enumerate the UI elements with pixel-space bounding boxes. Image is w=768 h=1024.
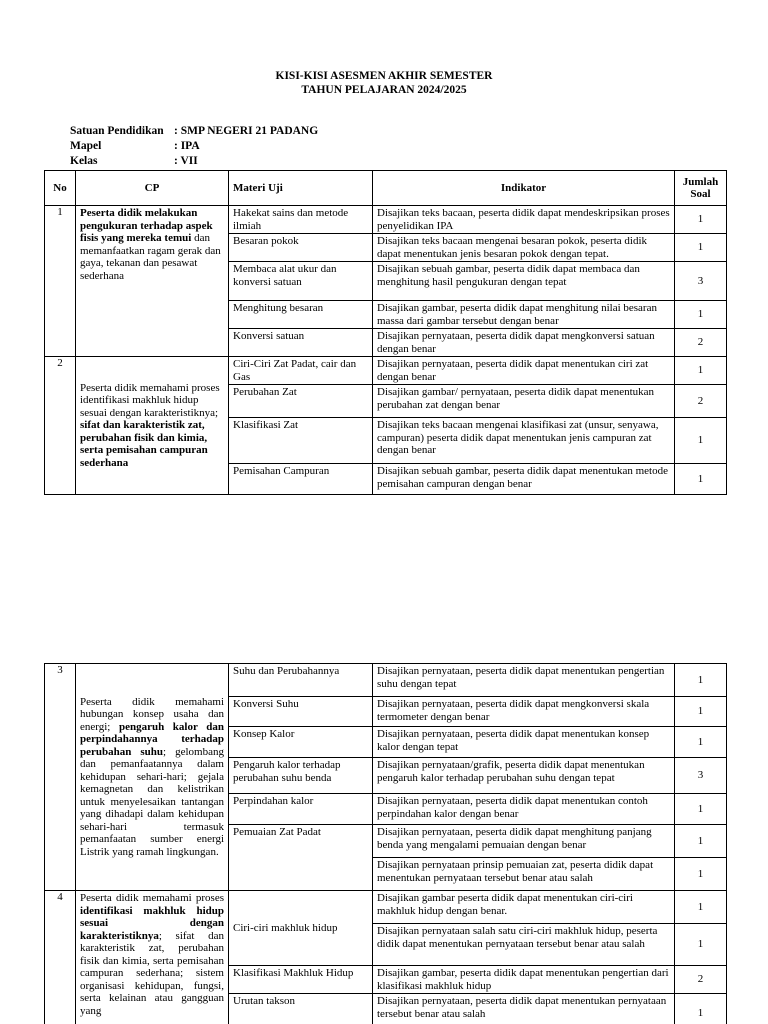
materi-cell: Ciri-Ciri Zat Padat, cair dan Gas [229, 357, 373, 385]
materi-cell: Pengaruh kalor terhadap perubahan suhu benda [229, 758, 373, 794]
indikator-cell: Disajikan sebuah gambar, peserta didik dapat menentukan metode pemisahan campuran dengan benar [373, 464, 675, 495]
cp-text: Peserta didik memahami proses identifikasi makhluk hidup sesuai dengan karakteristiknya; [80, 381, 220, 419]
jumlah-cell: 2 [675, 966, 727, 994]
jumlah-cell: 1 [675, 727, 727, 758]
materi-cell: Klasifikasi Makhluk Hidup [229, 966, 373, 994]
indikator-cell: Disajikan pernyataan, peserta didik dapat menentukan contoh perpindahan kalor dengan benar [373, 794, 675, 825]
jumlah-cell: 1 [675, 464, 727, 495]
materi-cell: Perpindahan kalor [229, 794, 373, 825]
jumlah-cell: 3 [675, 262, 727, 301]
meta-value: : VII [174, 155, 198, 167]
header-jumlah: Jumlah Soal [675, 171, 727, 206]
jumlah-cell: 1 [675, 924, 727, 966]
cp-bold-text: pengaruh kalor dan perpindahannya terhadap perubahan suhu [80, 720, 224, 758]
cp-text: Peserta didik memahami hubungan konsep usaha dan energi; [80, 695, 224, 733]
indikator-cell: Disajikan pernyataan/grafik, peserta didik dapat menentukan pengaruh kalor terhadap perubahan suhu dengan tepat [373, 758, 675, 794]
materi-cell: Perubahan Zat [229, 385, 373, 418]
row-number: 4 [45, 891, 76, 1024]
jumlah-cell: 1 [675, 234, 727, 262]
materi-cell: Menghitung besaran [229, 301, 373, 329]
jumlah-cell: 2 [675, 385, 727, 418]
cp-cell [76, 664, 229, 891]
cp-bold-text: sifat dan karakteristik zat, perubahan fisik dan kimia, serta pemisahan campuran sederhana [80, 419, 208, 469]
indikator-cell: Disajikan teks bacaan mengenai besaran pokok, peserta didik dapat menentukan jenis besaran pokok dengan tepat. [373, 234, 675, 262]
meta-row-class [70, 154, 318, 169]
header-cp: CP [76, 171, 229, 206]
document-title [0, 70, 768, 97]
cp-bold-text: Peserta didik melakukan pengukuran terhadap aspek fisis yang mereka temui [80, 207, 213, 244]
materi-cell: Membaca alat ukur dan konversi satuan [229, 262, 373, 301]
meta-key: Mapel [70, 140, 102, 152]
indikator-cell: Disajikan teks bacaan, peserta didik dapat mendeskripsikan proses penyelidikan IPA [373, 206, 675, 234]
title-line-2: TAHUN PELAJARAN 2024/2025 [301, 83, 467, 96]
grid-table-part-1 [44, 170, 727, 495]
header-materi: Materi Uji [229, 171, 373, 206]
meta-key: Satuan Pendidikan [70, 125, 164, 137]
indikator-cell: Disajikan pernyataan, peserta didik dapat menentukan konsep kalor dengan tepat [373, 727, 675, 758]
grid-table-part-2 [44, 663, 727, 1024]
materi-cell: Besaran pokok [229, 234, 373, 262]
indikator-cell: Disajikan pernyataan, peserta didik dapat mengkonversi satuan dengan benar [373, 329, 675, 357]
materi-cell: Hakekat sains dan metode ilmiah [229, 206, 373, 234]
table-row [45, 891, 727, 924]
jumlah-cell: 3 [675, 758, 727, 794]
cp-text: Peserta didik memahami proses [80, 892, 224, 904]
materi-cell: Suhu dan Perubahannya [229, 664, 373, 697]
jumlah-cell: 1 [675, 858, 727, 891]
indikator-cell: Disajikan pernyataan prinsip pemuaian zat, peserta didik dapat menentukan pernyataan tersebut benar atau salah [373, 858, 675, 891]
jumlah-cell: 1 [675, 825, 727, 858]
meta-row-subject [70, 139, 318, 154]
meta-key: Kelas [70, 155, 98, 167]
materi-cell: Pemuaian Zat Padat [229, 825, 373, 891]
jumlah-cell: 1 [675, 664, 727, 697]
cp-cell [76, 357, 229, 495]
meta-row-school [70, 124, 318, 139]
materi-cell: Konversi satuan [229, 329, 373, 357]
indikator-cell: Disajikan sebuah gambar, peserta didik dapat membaca dan menghitung hasil pengukuran dengan tepat [373, 262, 675, 301]
cp-bold-text: identifikasi makhluk hidup sesuai dengan karakteristiknya [80, 904, 224, 942]
materi-cell: Ciri-ciri makhluk hidup [229, 891, 373, 966]
indikator-cell: Disajikan teks bacaan mengenai klasifikasi zat (unsur, senyawa, campuran) peserta didik dapat menentukan jenis campuran zat dengan benar [373, 418, 675, 464]
jumlah-cell: 1 [675, 357, 727, 385]
cp-cell [76, 206, 229, 357]
table-row [45, 664, 727, 697]
indikator-cell: Disajikan pernyataan, peserta didik dapat mengkonversi skala termometer dengan benar [373, 697, 675, 727]
table-header-row [45, 171, 727, 206]
materi-cell: Konsep Kalor [229, 727, 373, 758]
table-row [45, 206, 727, 234]
header-no: No [45, 171, 76, 206]
row-number: 1 [45, 206, 76, 357]
meta-value: : IPA [174, 140, 200, 152]
row-number: 3 [45, 664, 76, 891]
materi-cell: Pemisahan Campuran [229, 464, 373, 495]
indikator-cell: Disajikan pernyataan, peserta didik dapat menentukan ciri zat dengan benar [373, 357, 675, 385]
jumlah-cell: 1 [675, 697, 727, 727]
indikator-cell: Disajikan pernyataan, peserta didik dapat menentukan pengertian suhu dengan tepat [373, 664, 675, 697]
jumlah-cell: 1 [675, 418, 727, 464]
indikator-cell: Disajikan gambar, peserta didik dapat menghitung nilai besaran massa dari gambar tersebut dengan benar [373, 301, 675, 329]
cp-text: ; sifat dan karakteristik zat, perubahan fisik dan kimia, serta pemisahan campuran sederhana; sistem organisasi kehidupan, fungsi, serta kelainan atau gangguan yang [80, 929, 224, 1017]
indikator-cell: Disajikan pernyataan salah satu ciri-ciri makhluk hidup, peserta didik dapat menentukan pernyataan tersebut benar atau salah [373, 924, 675, 966]
title-line-1: KISI-KISI ASESMEN AKHIR SEMESTER [275, 70, 493, 82]
materi-cell: Konversi Suhu [229, 697, 373, 727]
cp-text: dan memanfaatkan ragam gerak dan gaya, tekanan dan pesawat sederhana [80, 232, 221, 282]
materi-cell: Klasifikasi Zat [229, 418, 373, 464]
jumlah-cell: 1 [675, 891, 727, 924]
cp-text: ; gelombang dan pemanfaatannya dalam kehidupan sehari-hari; gejala kemagnetan dan kelistrikan untuk menyelesaikan tantangan yang dihadapi dalam kehidupan sehari-hari termasuk pemanfaatan sumber energi Listrik yang ramah lingkungan. [80, 745, 224, 858]
jumlah-cell: 1 [675, 301, 727, 329]
jumlah-cell: 1 [675, 794, 727, 825]
cp-cell [76, 891, 229, 1024]
meta-value: : SMP NEGERI 21 PADANG [174, 125, 319, 137]
indikator-cell: Disajikan gambar, peserta didik dapat menentukan pengertian dari klasifikasi makhluk hidup [373, 966, 675, 994]
jumlah-cell: 1 [675, 206, 727, 234]
header-indikator: Indikator [373, 171, 675, 206]
table-row [45, 357, 727, 385]
indikator-cell: Disajikan gambar peserta didik dapat menentukan ciri-ciri makhluk hidup dengan benar. [373, 891, 675, 924]
row-number: 2 [45, 357, 76, 495]
indikator-cell: Disajikan pernyataan, peserta didik dapat menentukan pernyataan tersebut benar atau salah [373, 994, 675, 1024]
indikator-cell: Disajikan pernyataan, peserta didik dapat menghitung panjang benda yang mengalami pemuaian dengan benar [373, 825, 675, 858]
indikator-cell: Disajikan gambar/ pernyataan, peserta didik dapat menentukan perubahan zat dengan benar [373, 385, 675, 418]
document-meta [70, 124, 318, 169]
jumlah-cell: 2 [675, 329, 727, 357]
jumlah-cell: 1 [675, 994, 727, 1024]
materi-cell: Urutan takson [229, 994, 373, 1024]
